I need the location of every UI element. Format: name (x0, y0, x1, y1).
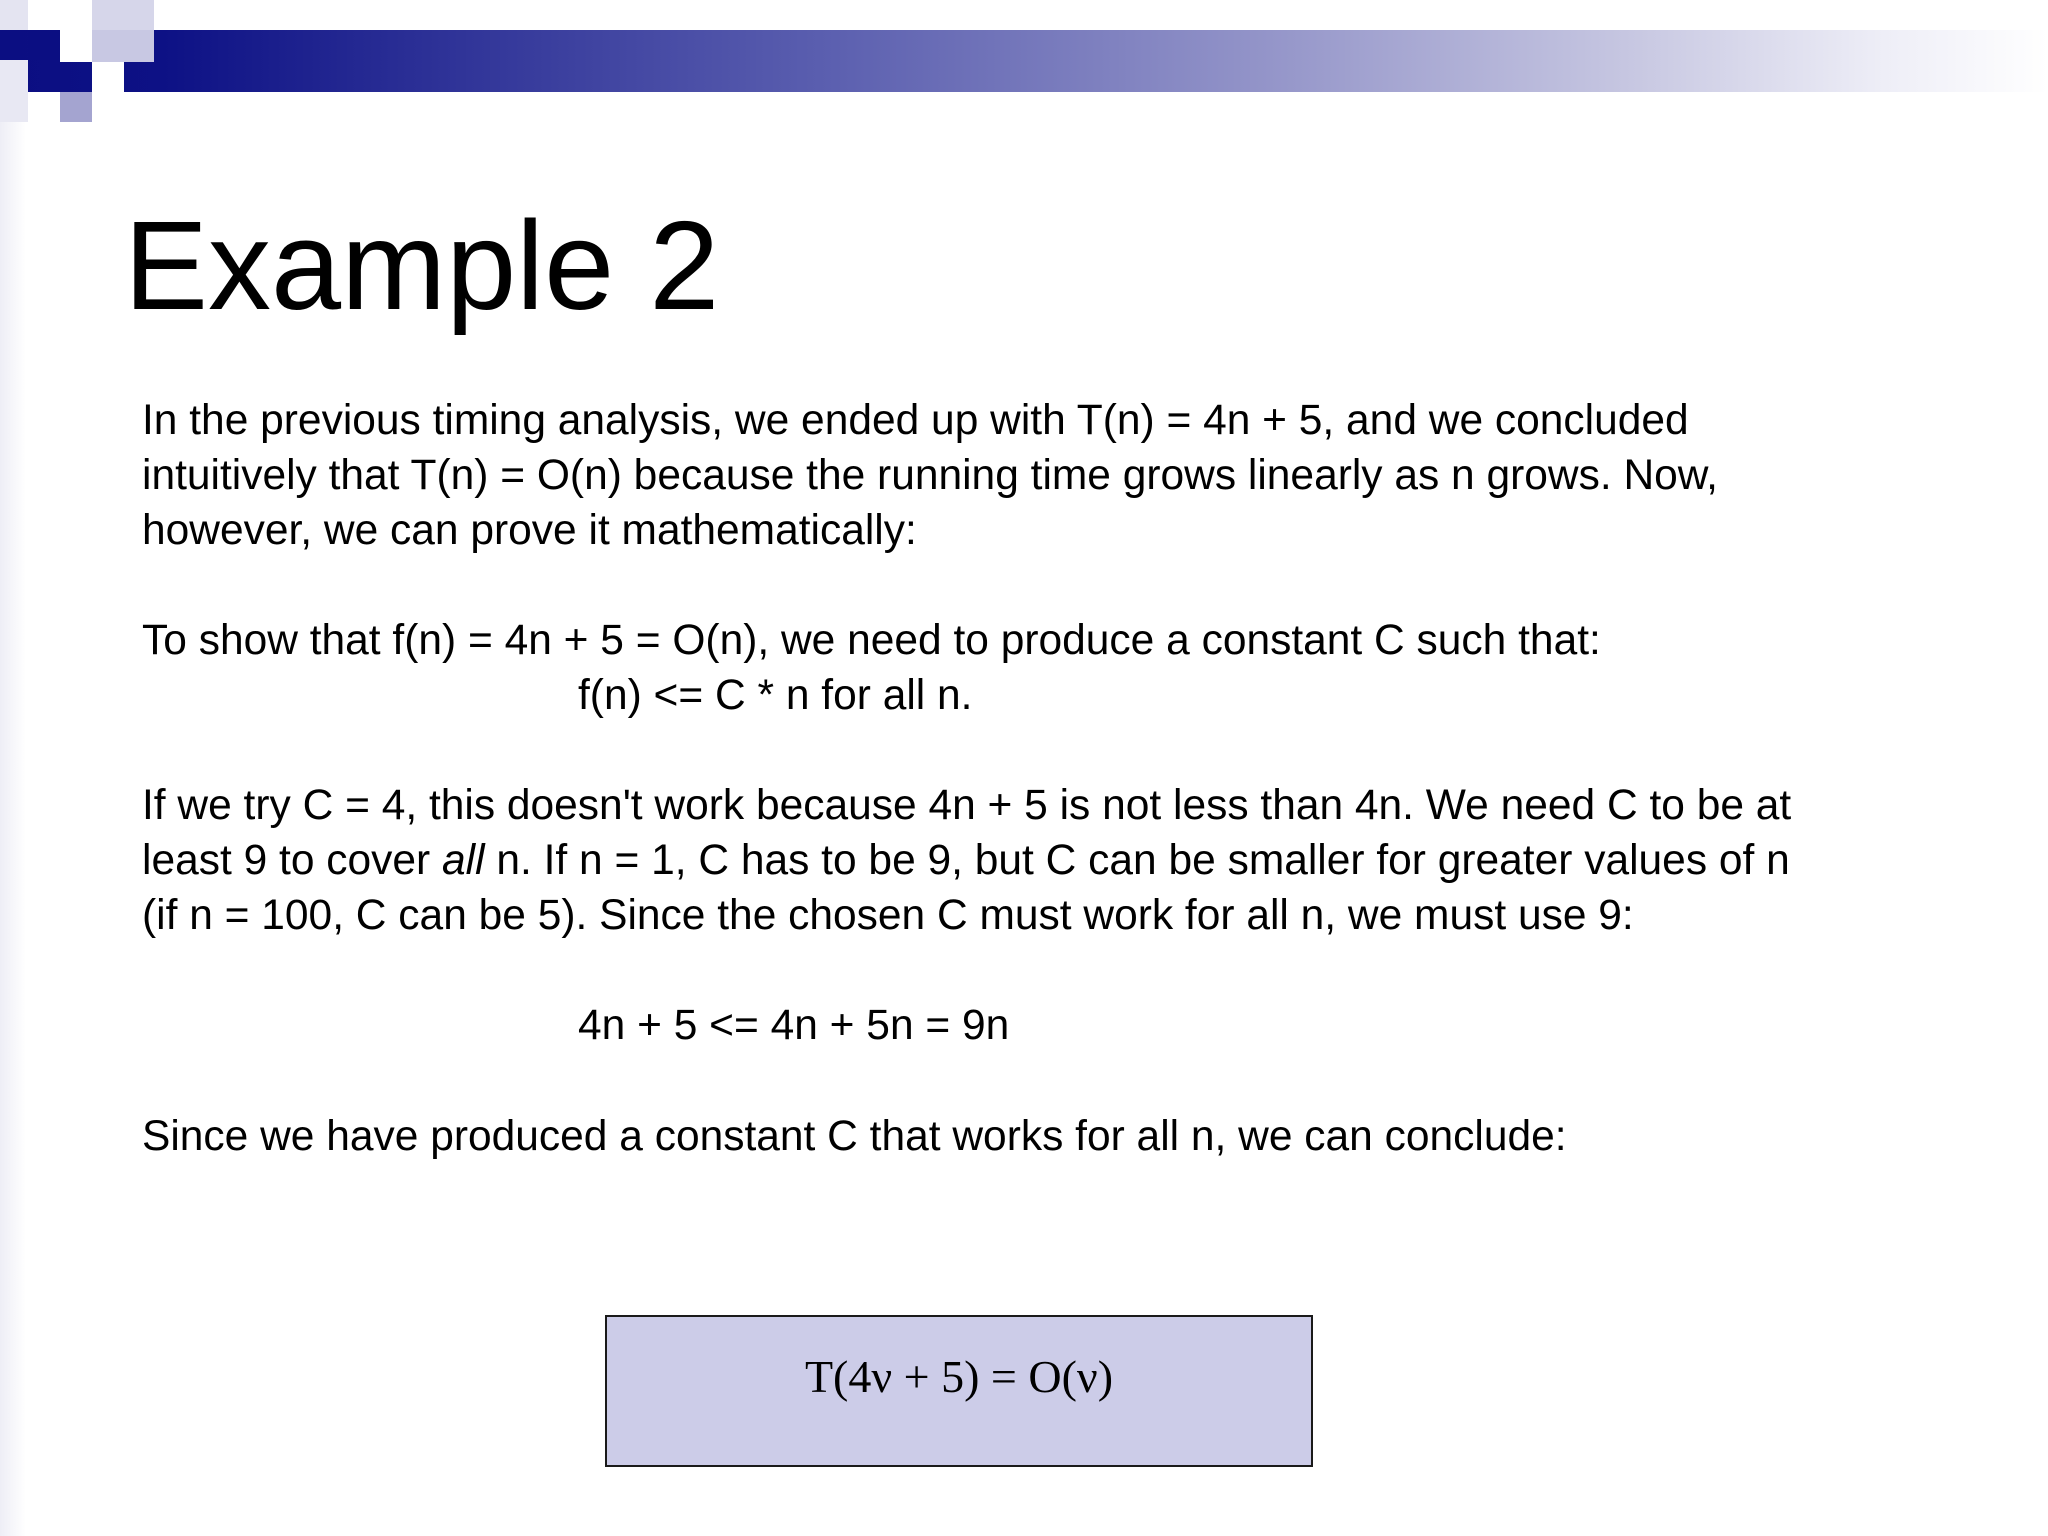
text-run: n. If n = 1, C has to be 9, but C can be smaller for greater values of n (484, 837, 1790, 884)
paragraph-show-that: To show that f(n) = 4n + 5 = O(n), we need to produce a constant C such that: (142, 617, 1601, 664)
decor-square (92, 30, 154, 62)
paragraph-try-constants (142, 778, 1791, 943)
text-line: In the previous timing analysis, we ended up with T(n) = 4n + 5, and we concluded (142, 397, 1689, 444)
result-box (605, 1315, 1313, 1467)
text-line: (if n = 100, C can be 5). Since the chosen C must work for all n, we must use 9: (142, 892, 1634, 939)
conclusion-text: Since we have produced a constant C that works for all n, we can conclude: (142, 1113, 1567, 1160)
decor-square (0, 0, 28, 30)
slide-title: Example 2 (124, 195, 720, 336)
decor-square (28, 30, 60, 60)
paragraph-previous-analysis (142, 393, 1718, 558)
decor-square (60, 92, 92, 122)
text-line: If we try C = 4, this doesn't work because 4n + 5 is not less than 4n. We need C to be at (142, 782, 1792, 829)
left-edge-fade (0, 122, 26, 1536)
header-gradient-bar (0, 30, 2048, 92)
text-run: least 9 to cover (142, 837, 443, 884)
inequality-line: f(n) <= C * n for all n. (578, 672, 973, 719)
text-line: however, we can prove it mathematically: (142, 507, 917, 554)
decor-square (0, 60, 28, 122)
decor-square (92, 62, 124, 92)
text-line: intuitively that T(n) = O(n) because the running time grows linearly as n grows. Now, (142, 452, 1718, 499)
decor-square (60, 30, 92, 62)
decor-square (92, 0, 154, 30)
result-formula: T(4ν + 5) = O(ν) (804, 1351, 1114, 1402)
equation-line: 4n + 5 <= 4n + 5n = 9n (578, 1002, 1010, 1049)
text-line (142, 833, 1791, 888)
emphasis-all: all (442, 837, 485, 884)
